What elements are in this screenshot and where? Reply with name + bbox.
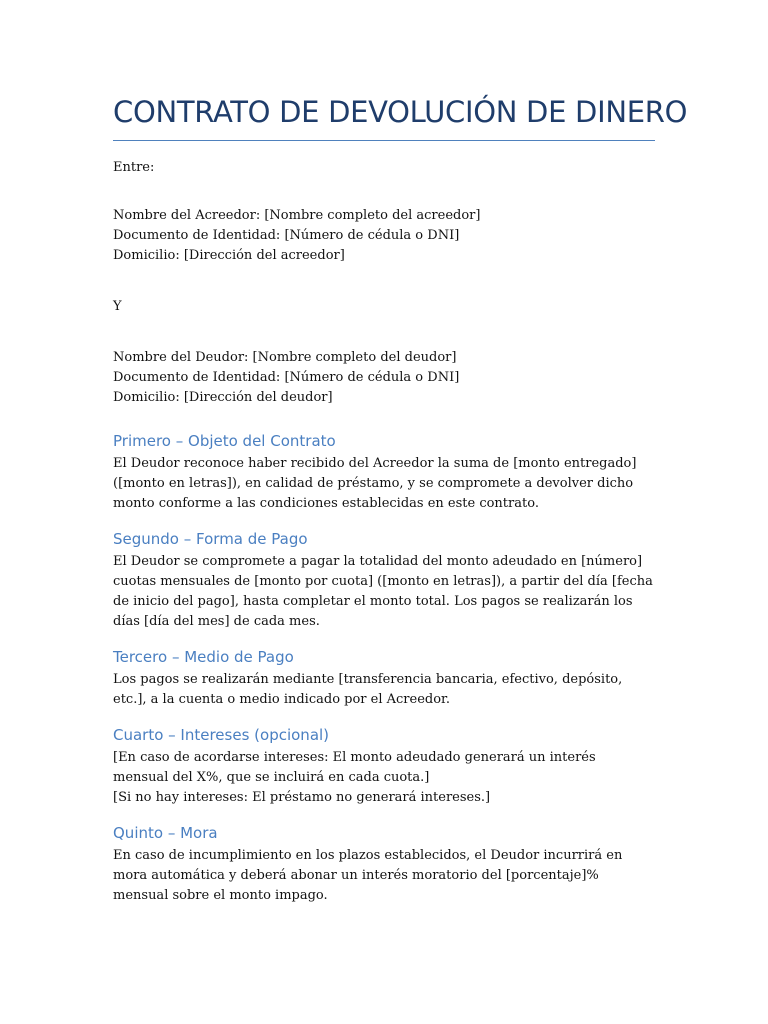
debtor-address-line: Domicilio: [Dirección del deudor] — [113, 390, 333, 405]
clause-paragraph: En caso de incumplimiento en los plazos establecidos, el Deudor incurrirá en mora automática y deberá abonar un interés moratorio del [porcentaje]% mensual sobre el monto impago. — [113, 848, 623, 903]
clause-paragraph: [Si no hay intereses: El préstamo no generará intereses.] — [113, 790, 491, 805]
document-title: CONTRATO DE DEVOLUCIÓN DE DINERO — [113, 95, 688, 129]
intro-text: Entre: — [113, 160, 155, 175]
clause-heading: Quinto – Mora — [113, 824, 218, 842]
clause-quinto — [113, 822, 655, 906]
contract-clauses — [113, 430, 655, 906]
clause-segundo — [113, 528, 655, 632]
clause-heading: Primero – Objeto del Contrato — [113, 432, 336, 450]
clause-cuarto — [113, 724, 655, 808]
connector-text: Y — [113, 299, 122, 314]
clause-primero — [113, 430, 655, 514]
creditor-id-line: Documento de Identidad: [Número de cédula o DNI] — [113, 228, 460, 243]
clause-heading: Cuarto – Intereses (opcional) — [113, 726, 330, 744]
document-page — [113, 92, 688, 906]
clause-paragraph: El Deudor reconoce haber recibido del Acreedor la suma de [monto entregado] ([monto en letras]), en calidad de préstamo, y se compromete a devolver dicho monto conforme a las condiciones establecidas en este contrato. — [113, 456, 637, 511]
creditor-block — [113, 206, 655, 266]
debtor-id-line: Documento de Identidad: [Número de cédula o DNI] — [113, 370, 460, 385]
clause-heading: Tercero – Medio de Pago — [113, 648, 294, 666]
clause-tercero — [113, 646, 655, 710]
debtor-block — [113, 348, 655, 408]
clause-paragraph: El Deudor se compromete a pagar la totalidad del monto adeudado en [número] cuotas mensuales de [monto por cuota] ([monto en letras]), a partir del día [fecha de inicio del pago], hasta completar el monto total. Los pagos se realizarán los días [día del mes] de cada mes. — [113, 554, 653, 629]
clause-heading: Segundo – Forma de Pago — [113, 530, 308, 548]
clause-paragraph: Los pagos se realizarán mediante [transferencia bancaria, efectivo, depósito, etc.], a la cuenta o medio indicado por el Acreedor. — [113, 672, 623, 707]
creditor-address-line: Domicilio: [Dirección del acreedor] — [113, 248, 345, 263]
debtor-name-line: Nombre del Deudor: [Nombre completo del deudor] — [113, 350, 457, 365]
title-underline — [113, 140, 655, 141]
creditor-name-line: Nombre del Acreedor: [Nombre completo del acreedor] — [113, 208, 481, 223]
clause-paragraph: [En caso de acordarse intereses: El monto adeudado generará un interés mensual del X%, que se incluirá en cada cuota.] — [113, 750, 596, 785]
